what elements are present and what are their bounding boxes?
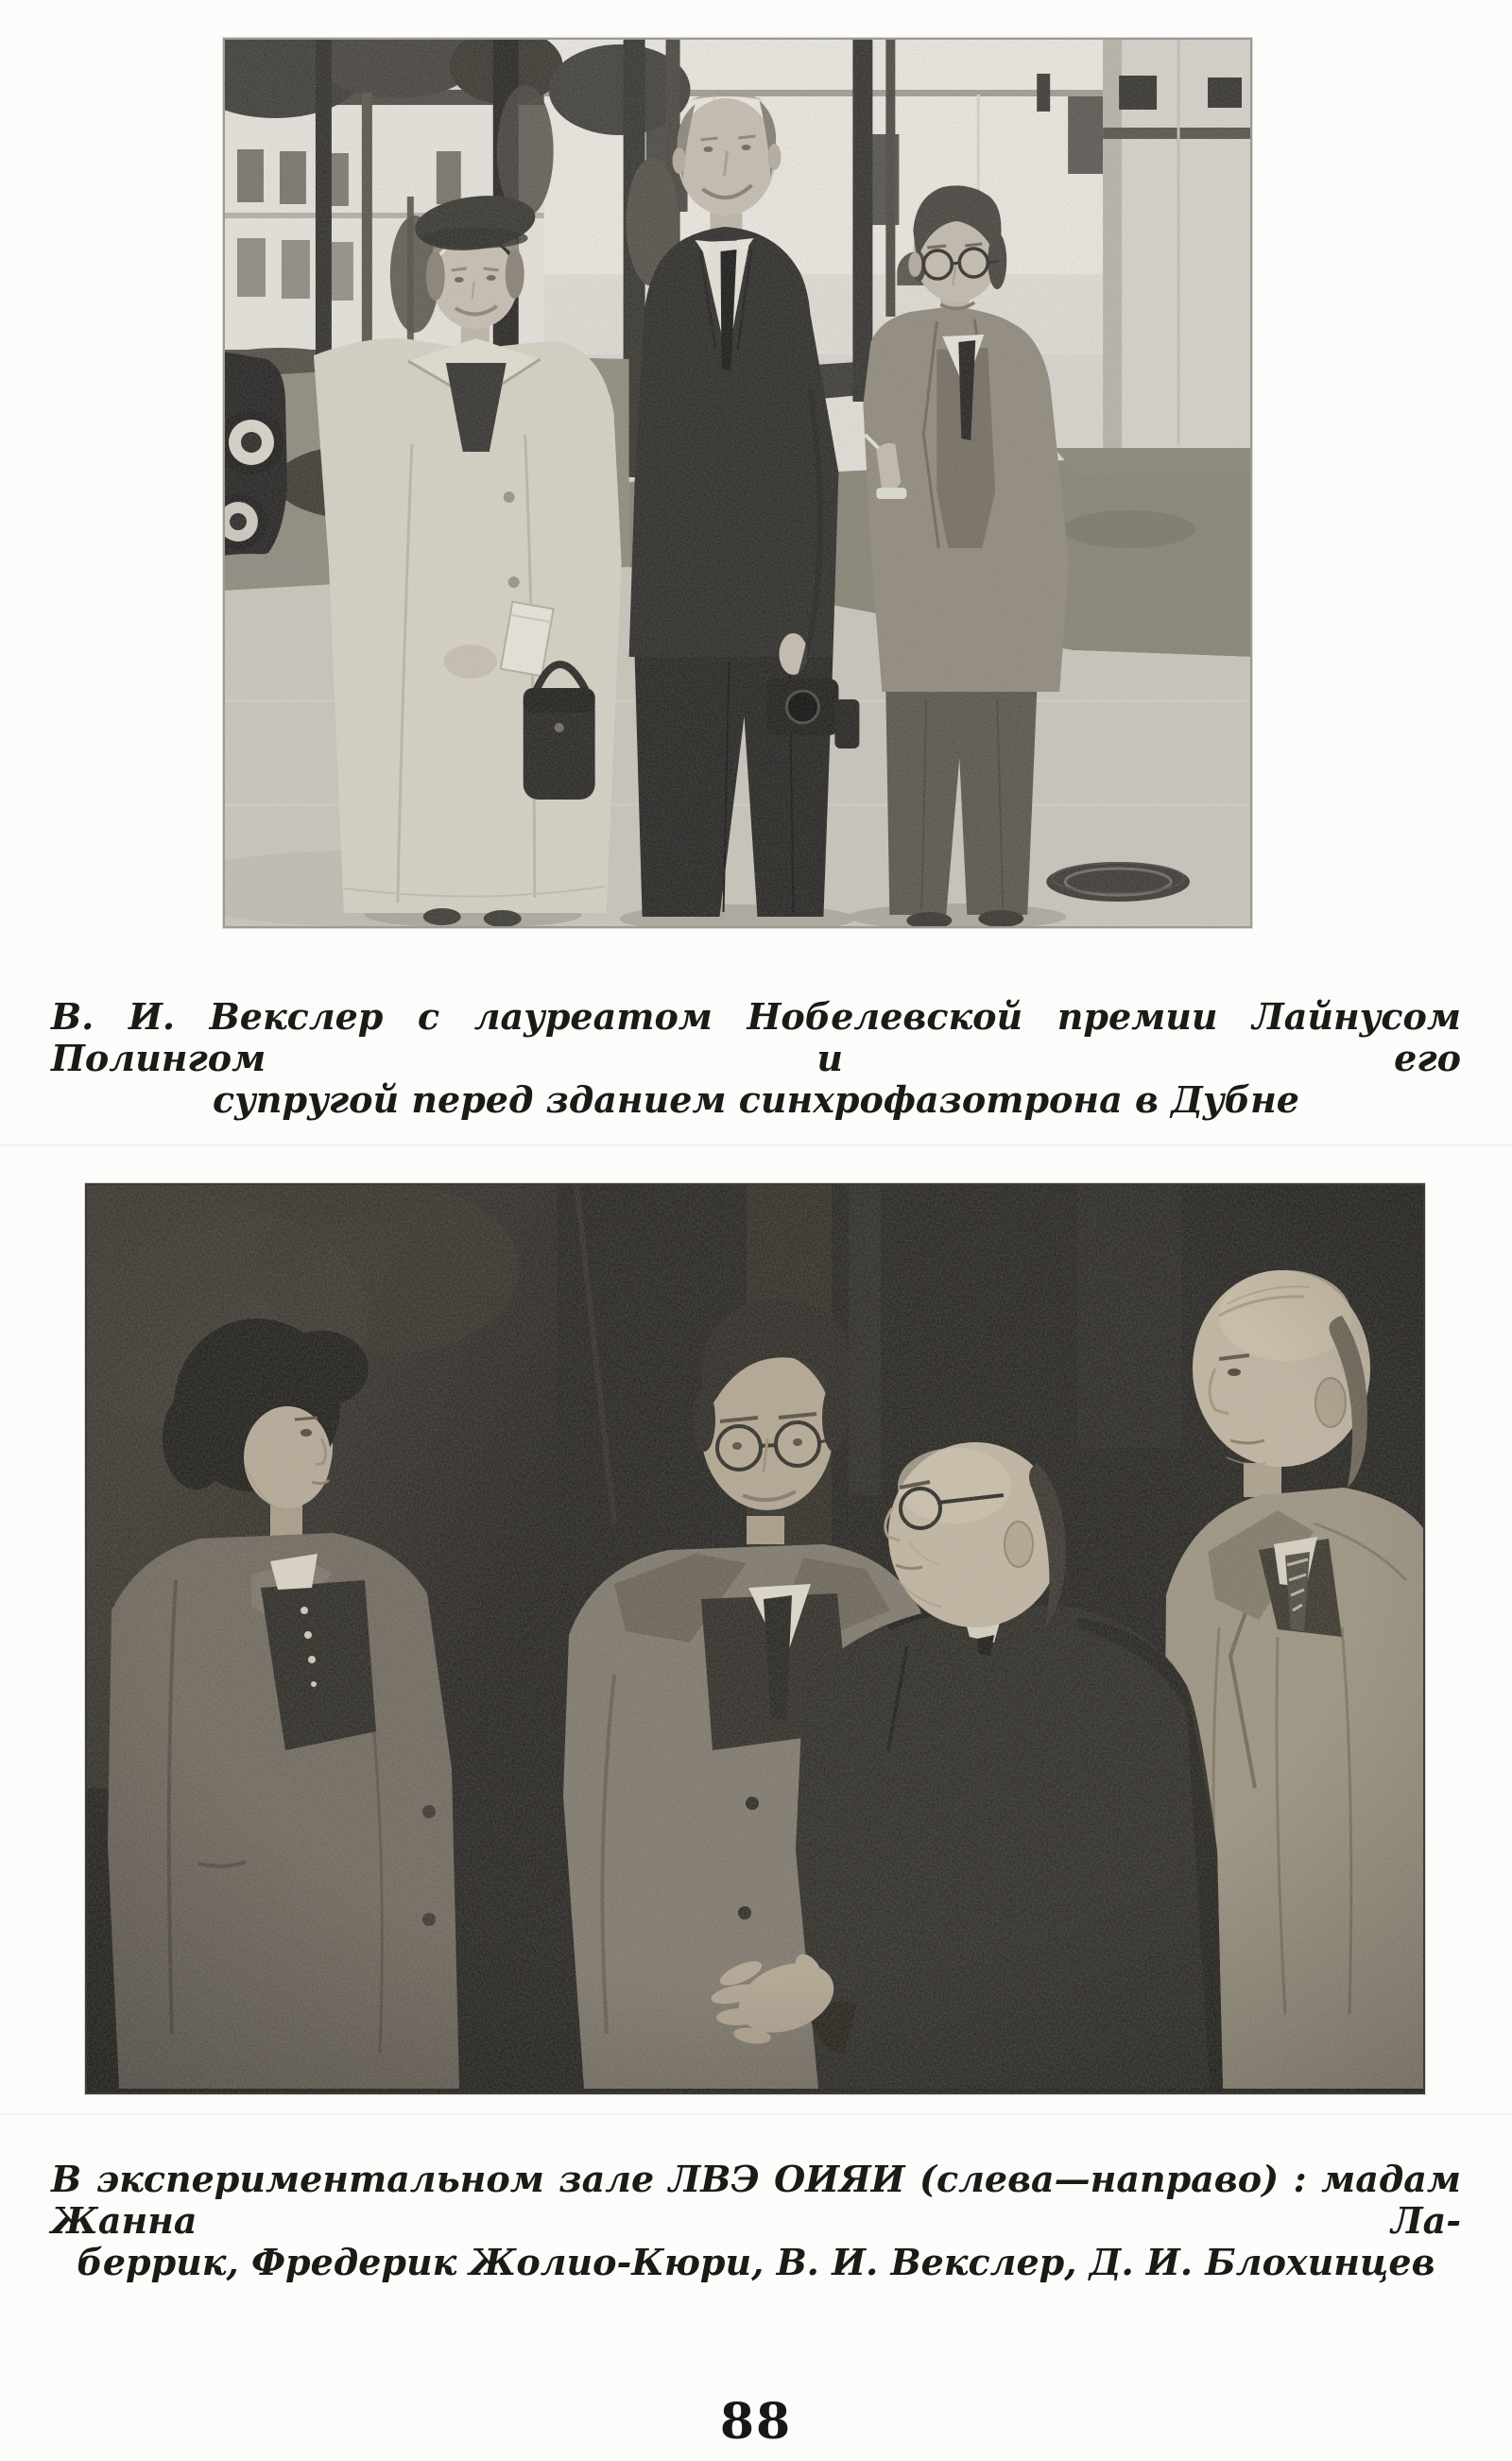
page-number: 88	[719, 2393, 793, 2451]
scan-artifact-line	[0, 2113, 1512, 2115]
photo-top-caption	[51, 996, 1461, 1121]
caption-line: В. И. Векслер с лауреатом Нобелевской премии Лайнусом Полингом и его	[51, 995, 1461, 1079]
caption-line: В экспериментальном зале ЛВЭ ОИЯИ (слева—направо) : мадам Жанна Ла-	[51, 2158, 1461, 2242]
photo-bottom	[85, 1183, 1425, 2094]
photo-top-illustration	[223, 38, 1252, 928]
caption-line: беррик, Фредерик Жолио-Кюри, В. И. Векслер, Д. И. Блохинцев	[77, 2241, 1435, 2283]
photo-top	[223, 38, 1252, 928]
photo-bottom-caption	[51, 2159, 1461, 2283]
photo-bottom-illustration	[85, 1183, 1425, 2094]
scan-artifact-line	[0, 1144, 1512, 1146]
halftone-grain	[85, 1183, 1425, 2094]
caption-line: супругой перед зданием синхрофазотрона в Дубне	[213, 1078, 1299, 1121]
halftone-grain	[223, 38, 1252, 928]
